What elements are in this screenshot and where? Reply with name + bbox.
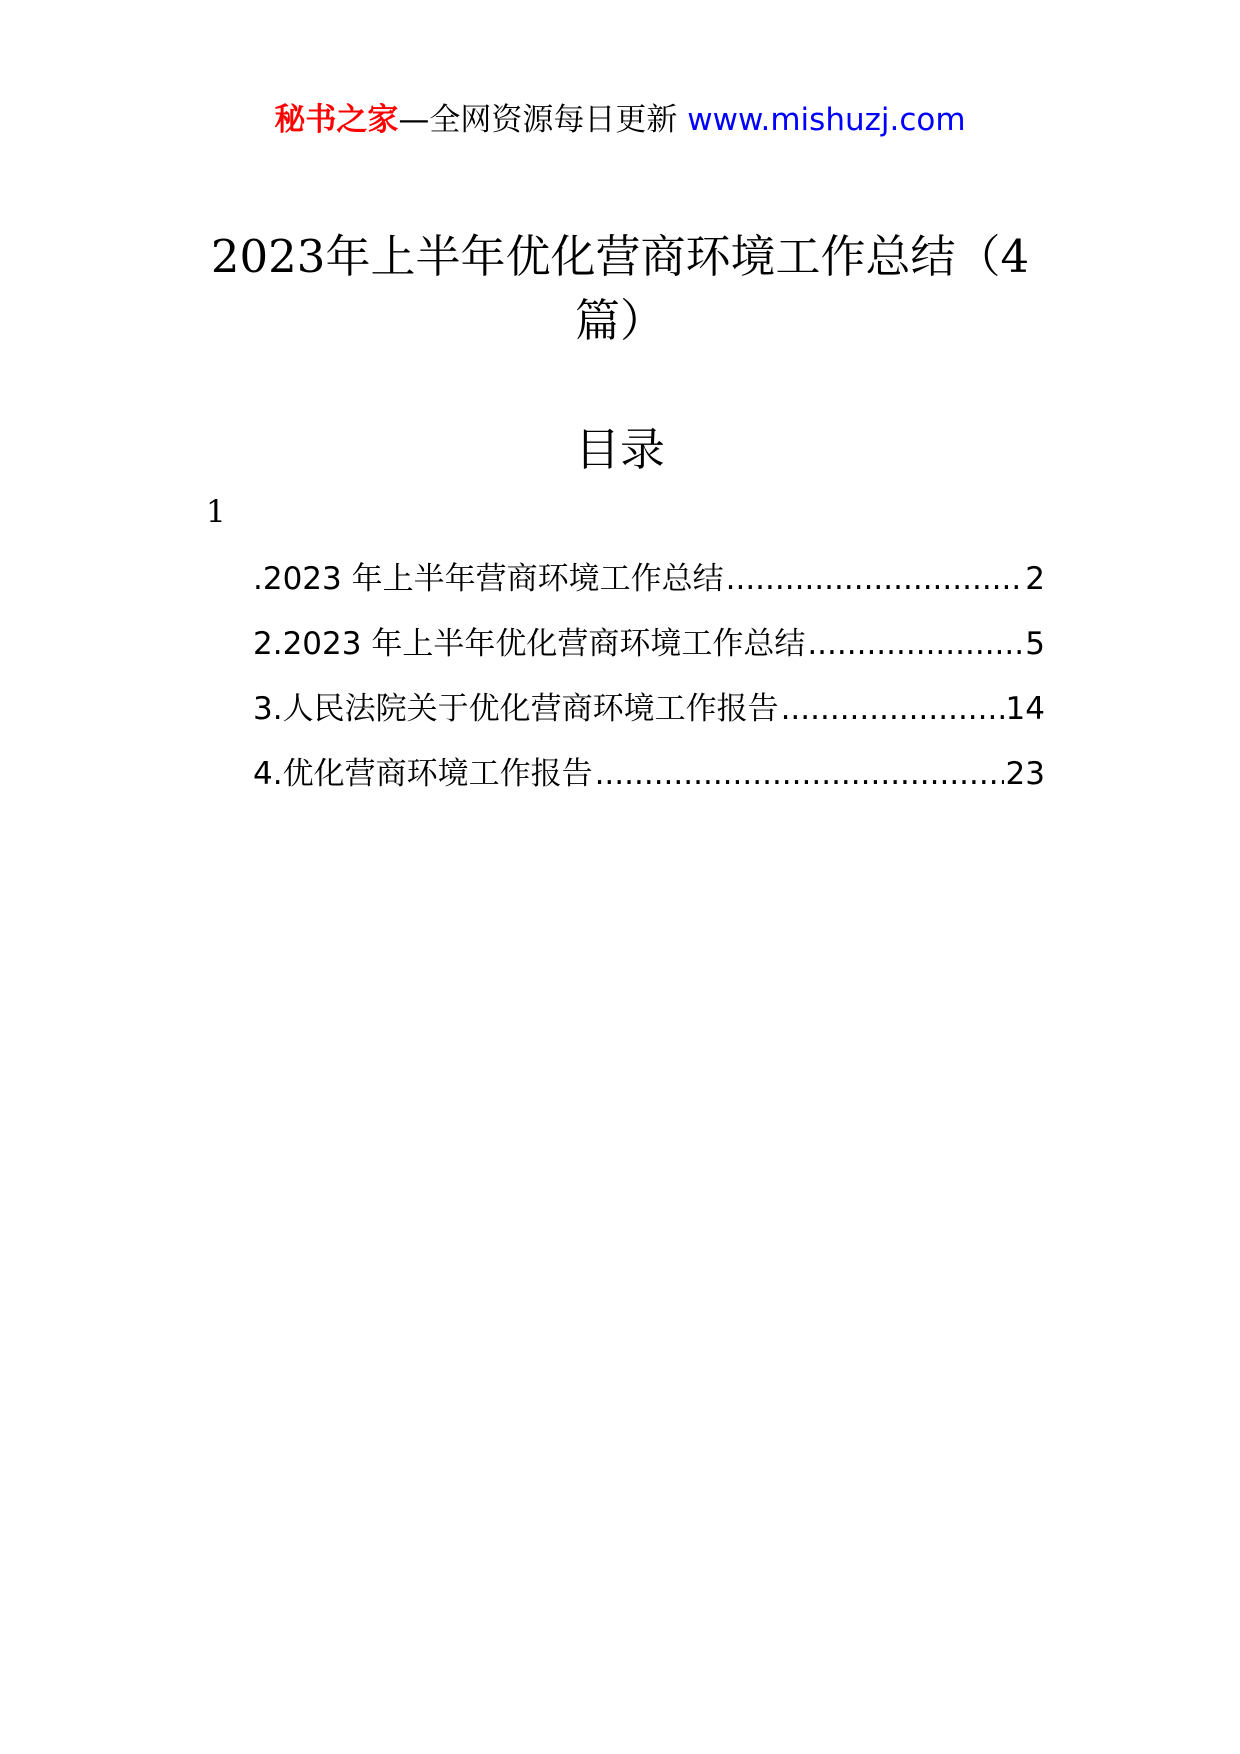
brand-name: 秘书之家: [274, 102, 399, 138]
site-header: [0, 100, 1240, 140]
toc-entry-page: 5: [1025, 626, 1045, 662]
toc-leader-dots: [595, 752, 1004, 796]
title-text: 年上半年优化营商环境工作总结（: [325, 230, 1001, 283]
toc-entry-title: 2.2023 年上半年优化营商环境工作总结: [253, 626, 806, 662]
toc-entry[interactable]: [253, 622, 1045, 687]
toc-entry-page: 14: [1005, 691, 1045, 727]
toc-entry-page: 2: [1025, 561, 1045, 597]
toc-leader-dots: [781, 687, 1004, 731]
document-title: [205, 225, 1035, 353]
toc-entry-title: .2023 年上半年营商环境工作总结: [253, 561, 724, 597]
site-url-link[interactable]: www.mishuzj.com: [687, 102, 966, 138]
toc-entry[interactable]: [253, 687, 1045, 752]
toc-heading: 目录: [574, 423, 665, 476]
toc-entry-page: 23: [1005, 756, 1045, 792]
title-year: 2023: [210, 230, 326, 283]
toc-leader-dots: [726, 557, 1024, 601]
toc-leader-dots: [807, 622, 1023, 666]
toc-entry-title: 4.优化营商环境工作报告: [253, 756, 593, 792]
title-count: 4: [1000, 230, 1030, 283]
header-tagline: —全网资源每日更新: [398, 102, 678, 138]
toc-list: [253, 557, 1045, 817]
title-suffix: 篇）: [574, 294, 665, 347]
toc-entry[interactable]: [253, 557, 1045, 622]
toc-entry-title: 3.人民法院关于优化营商环境工作报告: [253, 691, 779, 727]
toc-stray-number: 1: [206, 494, 226, 530]
toc-entry[interactable]: [253, 752, 1045, 817]
